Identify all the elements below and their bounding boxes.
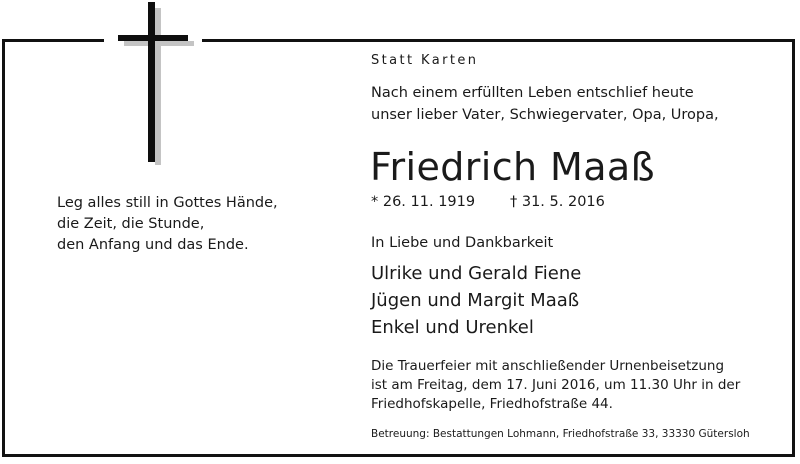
poem-line-3: den Anfang und das Ende. (57, 237, 249, 253)
mourner-line-3: Enkel und Urenkel (371, 317, 534, 338)
death-date: † 31. 5. 2016 (510, 194, 605, 210)
birth-date: * 26. 11. 1919 (371, 194, 476, 210)
mourners-heading: In Liebe und Dankbarkeit (371, 235, 554, 251)
ceremony-line-2: ist am Freitag, dem 17. Juni 2016, um 11.30 Uhr in der (371, 377, 741, 393)
undertaker-credit: Betreuung: Bestattungen Lohmann, Friedhofstraße 33, 33330 Gütersloh (371, 428, 750, 440)
deceased-name: Friedrich Maaß (370, 145, 655, 189)
mourner-line-1: Ulrike und Gerald Fiene (371, 263, 582, 284)
intro-line-1: Nach einem erfüllten Leben entschlief heute (371, 85, 694, 101)
poem-line-1: Leg alles still in Gottes Hände, (57, 195, 278, 211)
mourner-line-2: Jügen und Margit Maaß (371, 290, 580, 311)
ceremony-line-3: Friedhofskapelle, Friedhofstraße 44. (371, 396, 613, 412)
intro-line-2: unser lieber Vater, Schwiegervater, Opa, Uropa, (371, 107, 719, 123)
ceremony-line-1: Die Trauerfeier mit anschließender Urnenbeisetzung (371, 358, 725, 374)
poem-line-2: die Zeit, die Stunde, (57, 216, 205, 232)
statt-karten-label: Statt Karten (371, 53, 479, 68)
